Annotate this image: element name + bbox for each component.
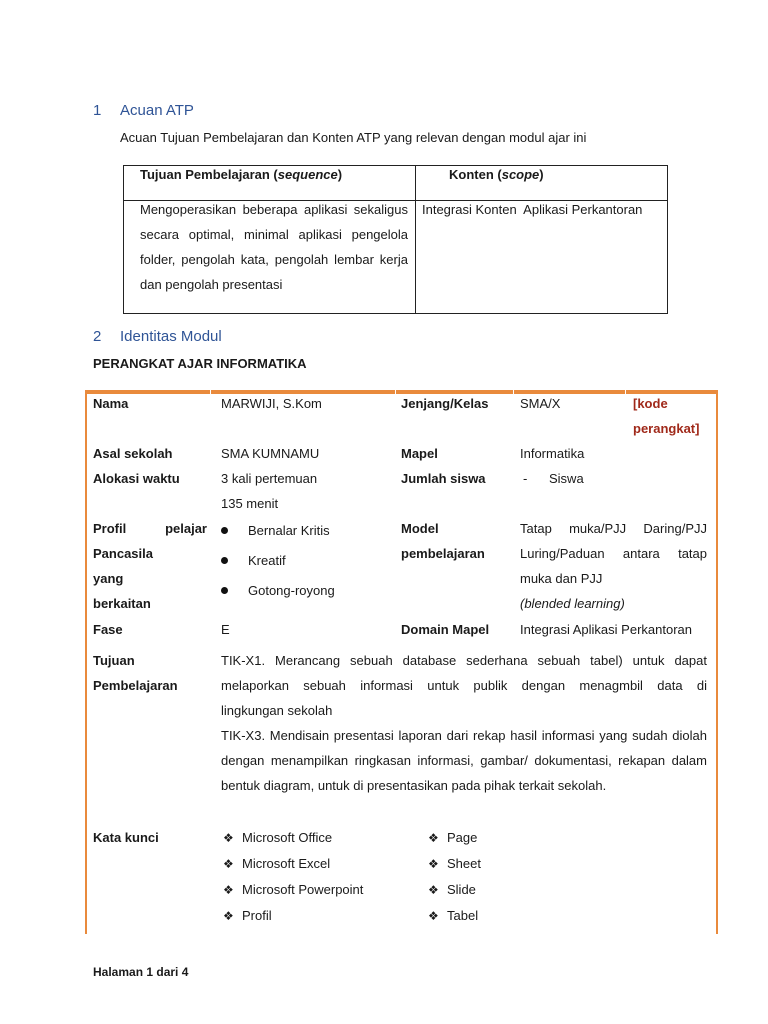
tujuan-line: TIK-X3. Mendisain presentasi laporan dari rekap hasil informasi yang sudah diolah bbox=[221, 728, 707, 743]
keyword-item: ❖ Tabel bbox=[428, 903, 481, 929]
bullet-dot-icon bbox=[221, 587, 228, 594]
keyword-item: ❖ Page bbox=[428, 825, 481, 851]
atp-column-divider bbox=[415, 166, 416, 313]
model-value-line: Tatap muka/PJJ Daring/PJJ bbox=[520, 521, 707, 536]
tujuan-label-line1: Tujuan bbox=[93, 653, 135, 668]
atp-col1-line: Mengoperasikan beberapa aplikasi sekaligus bbox=[140, 202, 408, 217]
diamond-bullet-icon: ❖ bbox=[223, 831, 234, 845]
alokasi-waktu-line1: 3 kali pertemuan bbox=[221, 471, 318, 486]
atp-col1-line: dan pengolah presentasi bbox=[140, 277, 283, 292]
mapel-label: Mapel bbox=[401, 446, 438, 461]
diamond-bullet-icon: ❖ bbox=[428, 857, 439, 871]
kode-perangkat-line2: perangkat] bbox=[633, 421, 700, 436]
atp-col1-line: secara optimal, minimal aplikasi pengelola bbox=[140, 227, 408, 242]
intro-text: Acuan Tujuan Pembelajaran dan Konten ATP yang relevan dengan modul ajar ini bbox=[120, 130, 587, 145]
domain-mapel-value: Integrasi Aplikasi Perkantoran bbox=[520, 622, 692, 637]
profil-label-line: Profil pelajar bbox=[93, 521, 207, 536]
domain-mapel-label: Domain Mapel bbox=[401, 622, 490, 637]
kata-kunci-col1 bbox=[223, 825, 363, 929]
alokasi-waktu-label: Alokasi waktu bbox=[93, 471, 180, 486]
jumlah-siswa-value bbox=[523, 466, 584, 491]
mapel-value: Informatika bbox=[520, 446, 585, 461]
page-footer: Halaman 1 dari 4 bbox=[93, 965, 189, 979]
profil-label-line: berkaitan bbox=[93, 596, 151, 611]
fase-label: Fase bbox=[93, 622, 123, 637]
jumlah-siswa-dash: - bbox=[523, 471, 528, 486]
tujuan-line: bentuk diagram, untuk di presentasikan pada pihak terkait sekolah. bbox=[221, 778, 607, 793]
keyword-item: ❖ Slide bbox=[428, 877, 481, 903]
diamond-bullet-icon: ❖ bbox=[428, 909, 439, 923]
model-value-em: (blended learning) bbox=[520, 596, 625, 611]
tujuan-line: dengan menampilkan ringkasan informasi, gambar/ dokumentasi, rekapan dalam bbox=[221, 753, 707, 768]
module-title: PERANGKAT AJAR INFORMATIKA bbox=[93, 356, 307, 371]
jenjang-label: Jenjang/Kelas bbox=[401, 396, 489, 411]
diamond-bullet-icon: ❖ bbox=[223, 883, 234, 897]
model-pembelajaran-label-line2: pembelajaran bbox=[401, 546, 485, 561]
profil-pelajar-label bbox=[93, 516, 207, 616]
asal-sekolah-label: Asal sekolah bbox=[93, 446, 173, 461]
section-2-title: Identitas Modul bbox=[120, 328, 222, 345]
section-2-number: 2 bbox=[93, 328, 102, 345]
asal-sekolah-value: SMA KUMNAMU bbox=[221, 446, 320, 461]
profil-label-line: Pancasila yang bbox=[93, 546, 179, 586]
keyword-item: ❖ Profil bbox=[223, 903, 363, 929]
atp-col2-cell: Integrasi Konten Aplikasi Perkantoran bbox=[422, 202, 643, 217]
jenjang-value: SMA/X bbox=[520, 396, 561, 411]
section-1-title: Acuan ATP bbox=[120, 102, 194, 119]
kode-perangkat-line1: [kode bbox=[633, 396, 668, 411]
atp-col1-line: folder, pengolah kata, pengolah lembar kerja bbox=[140, 252, 408, 267]
jumlah-siswa-label: Jumlah siswa bbox=[401, 471, 486, 486]
keyword-item: ❖ Microsoft Office bbox=[223, 825, 363, 851]
atp-col1-header: Tujuan Pembelajaran (sequence) bbox=[140, 167, 343, 182]
section-1-number: 1 bbox=[93, 102, 102, 119]
table-column-gap bbox=[513, 390, 514, 394]
profil-item: Kreatif bbox=[221, 548, 286, 573]
atp-col1-cell bbox=[140, 197, 408, 297]
profil-item: Gotong-royong bbox=[221, 578, 335, 603]
table-column-gap bbox=[395, 390, 396, 394]
atp-table bbox=[123, 165, 668, 314]
atp-col2-header: Konten (scope) bbox=[449, 167, 544, 182]
tujuan-line: TIK-X1. Merancang sebuah database sederhana sebuah tabel) untuk dapat bbox=[221, 653, 707, 668]
kata-kunci-col2 bbox=[428, 825, 481, 929]
jumlah-siswa-unit: Siswa bbox=[549, 471, 584, 486]
tujuan-line: lingkungan sekolah bbox=[221, 703, 333, 718]
profil-item: Bernalar Kritis bbox=[221, 518, 330, 543]
table-column-gap bbox=[625, 390, 626, 394]
diamond-bullet-icon: ❖ bbox=[223, 909, 234, 923]
section-2-heading bbox=[93, 328, 293, 348]
kata-kunci-label: Kata kunci bbox=[93, 830, 159, 845]
diamond-bullet-icon: ❖ bbox=[428, 883, 439, 897]
bullet-dot-icon bbox=[221, 527, 228, 534]
model-value-line: Luring/Paduan antara tatap bbox=[520, 546, 707, 561]
fase-value: E bbox=[221, 622, 230, 637]
keyword-item: ❖ Microsoft Excel bbox=[223, 851, 363, 877]
table-column-gap bbox=[210, 390, 211, 394]
bullet-dot-icon bbox=[221, 557, 228, 564]
section-1-heading bbox=[93, 102, 293, 122]
tujuan-line: melaporkan sebuah informasi untuk publik dengan menagmbil data di bbox=[221, 678, 707, 693]
diamond-bullet-icon: ❖ bbox=[223, 857, 234, 871]
nama-value: MARWIJI, S.Kom bbox=[221, 396, 322, 411]
keyword-item: ❖ Sheet bbox=[428, 851, 481, 877]
tujuan-pembelajaran-text bbox=[221, 648, 707, 798]
model-pembelajaran-value bbox=[520, 516, 707, 616]
nama-label: Nama bbox=[93, 396, 129, 411]
alokasi-waktu-line2: 135 menit bbox=[221, 496, 279, 511]
model-value-line: muka dan PJJ bbox=[520, 571, 603, 586]
model-pembelajaran-label-line1: Model bbox=[401, 521, 439, 536]
keyword-item: ❖ Microsoft Powerpoint bbox=[223, 877, 363, 903]
tujuan-label-line2: Pembelajaran bbox=[93, 678, 178, 693]
diamond-bullet-icon: ❖ bbox=[428, 831, 439, 845]
